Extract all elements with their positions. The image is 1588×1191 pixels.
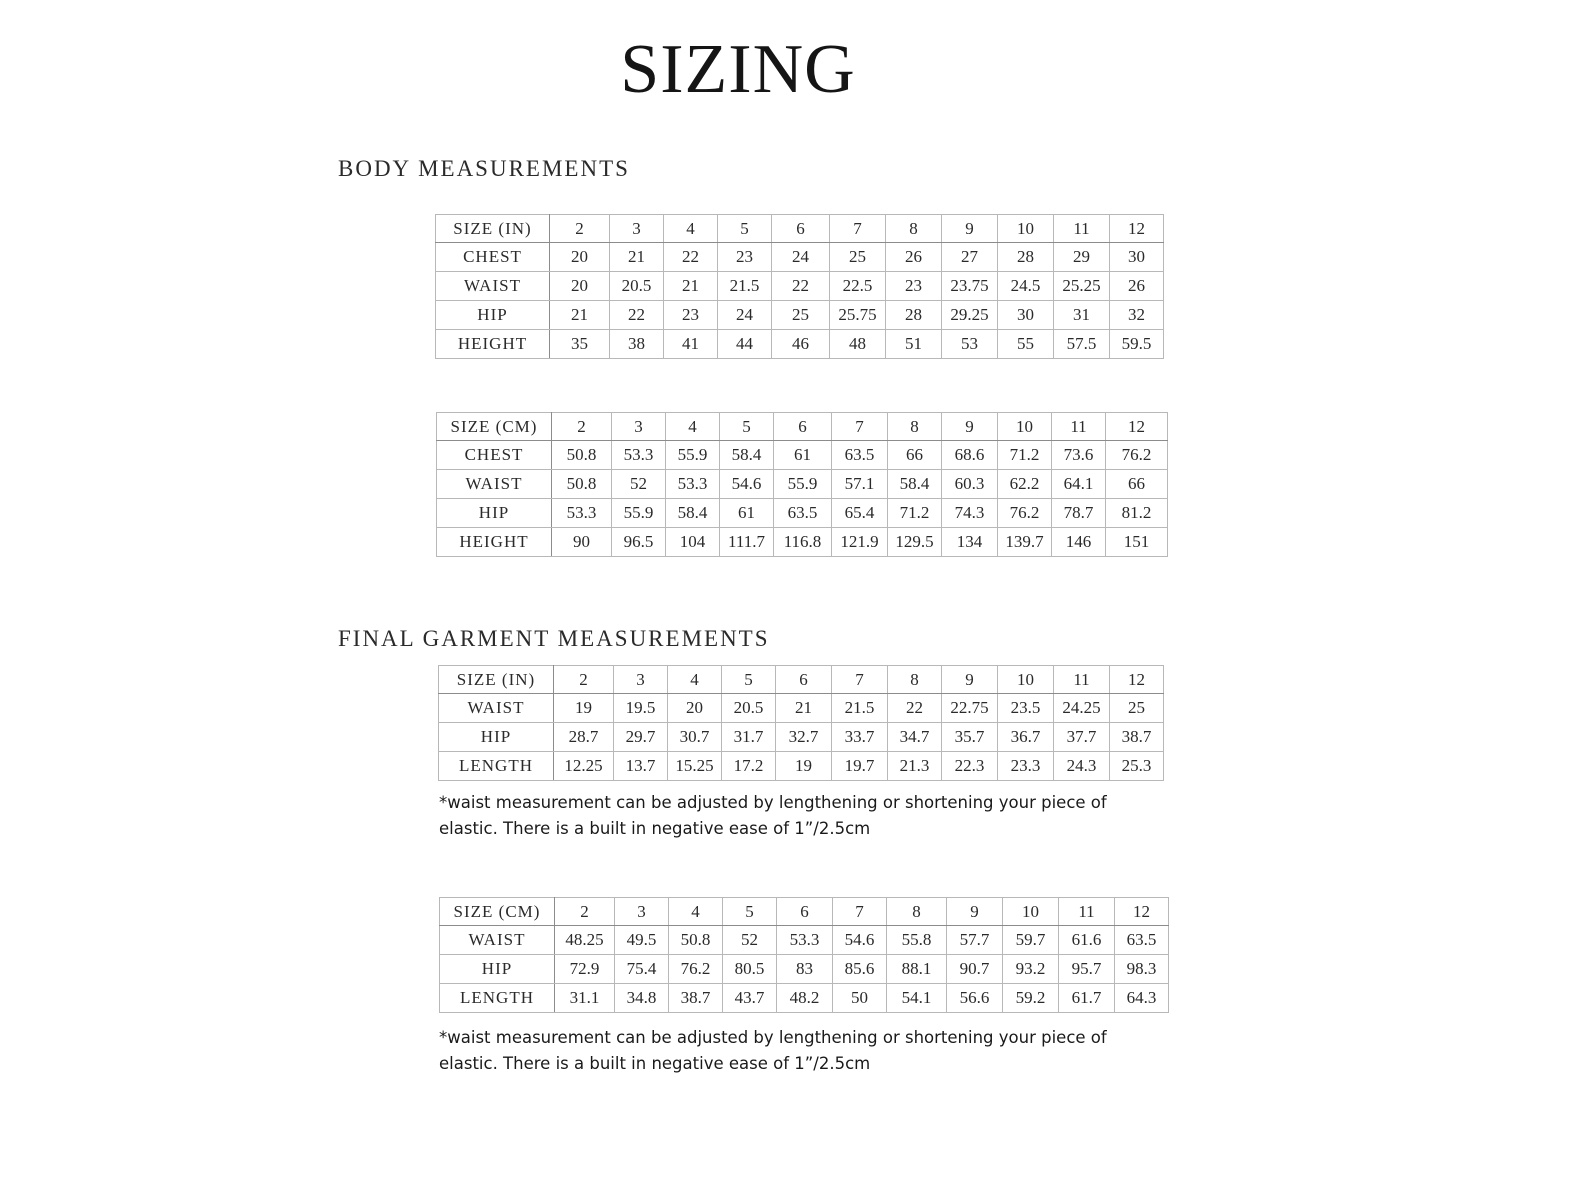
table-cell: 27 xyxy=(942,243,998,272)
table-cell: 90.7 xyxy=(947,955,1003,984)
page-title: SIZING xyxy=(620,31,856,108)
table-cell: 111.7 xyxy=(720,528,774,557)
table-cell: 12.25 xyxy=(554,752,614,781)
table-row xyxy=(440,984,1169,1013)
table-row xyxy=(436,272,1164,301)
table-cell: 50.8 xyxy=(552,470,612,499)
table-cell: 66 xyxy=(888,441,942,470)
row-label: WAIST xyxy=(440,926,555,955)
table-cell: 23.3 xyxy=(998,752,1054,781)
table-cell: 22.75 xyxy=(942,694,998,723)
table-cell: 19.5 xyxy=(614,694,668,723)
table-cell: 21 xyxy=(776,694,832,723)
garment-measurements-cm-table xyxy=(439,897,1169,1013)
size-header-cell: 9 xyxy=(942,666,998,694)
size-header-cell: 4 xyxy=(668,666,722,694)
table-cell: 50 xyxy=(833,984,887,1013)
row-label: WAIST xyxy=(436,272,550,301)
table-cell: 56.6 xyxy=(947,984,1003,1013)
table-cell: 81.2 xyxy=(1106,499,1168,528)
size-header-cell: 10 xyxy=(998,413,1052,441)
table-cell: 52 xyxy=(723,926,777,955)
table-row xyxy=(436,301,1164,330)
table-cell: 41 xyxy=(664,330,718,359)
table-cell: 29.25 xyxy=(942,301,998,330)
table-cell: 75.4 xyxy=(615,955,669,984)
table-cell: 95.7 xyxy=(1059,955,1115,984)
table-cell: 65.4 xyxy=(832,499,888,528)
row-label: SIZE (IN) xyxy=(436,215,550,243)
body-measurements-inches-table xyxy=(435,214,1164,359)
size-header-cell: 6 xyxy=(777,898,833,926)
table-cell: 20 xyxy=(668,694,722,723)
table-row xyxy=(437,528,1168,557)
row-label: SIZE (IN) xyxy=(439,666,554,694)
table-cell: 151 xyxy=(1106,528,1168,557)
table-cell: 25.25 xyxy=(1054,272,1110,301)
garment-table-cm-wrapper xyxy=(439,897,1169,1013)
table-cell: 24.3 xyxy=(1054,752,1110,781)
table-cell: 51 xyxy=(886,330,942,359)
row-label: HEIGHT xyxy=(436,330,550,359)
table-cell: 22 xyxy=(772,272,830,301)
table-cell: 66 xyxy=(1106,470,1168,499)
size-header-cell: 12 xyxy=(1110,215,1164,243)
table-cell: 21 xyxy=(550,301,610,330)
table-cell: 53.3 xyxy=(666,470,720,499)
size-header-cell: 2 xyxy=(554,666,614,694)
table-header-row xyxy=(440,898,1169,926)
body-table-cm-wrapper xyxy=(436,412,1168,557)
row-label: HIP xyxy=(437,499,552,528)
size-header-cell: 6 xyxy=(774,413,832,441)
table-cell: 22 xyxy=(610,301,664,330)
size-header-cell: 12 xyxy=(1106,413,1168,441)
table-cell: 38.7 xyxy=(1110,723,1164,752)
table-cell: 22.5 xyxy=(830,272,886,301)
table-cell: 78.7 xyxy=(1052,499,1106,528)
table-cell: 76.2 xyxy=(669,955,723,984)
table-cell: 21.3 xyxy=(888,752,942,781)
size-header-cell: 3 xyxy=(614,666,668,694)
table-header-row xyxy=(436,215,1164,243)
table-cell: 26 xyxy=(1110,272,1164,301)
table-cell: 13.7 xyxy=(614,752,668,781)
table-cell: 61 xyxy=(774,441,832,470)
table-cell: 52 xyxy=(612,470,666,499)
table-cell: 54.6 xyxy=(720,470,774,499)
table-cell: 58.4 xyxy=(666,499,720,528)
table-cell: 55.8 xyxy=(887,926,947,955)
table-cell: 22 xyxy=(664,243,718,272)
table-cell: 34.8 xyxy=(615,984,669,1013)
table-cell: 60.3 xyxy=(942,470,998,499)
size-header-cell: 7 xyxy=(832,666,888,694)
size-header-cell: 7 xyxy=(833,898,887,926)
size-header-cell: 12 xyxy=(1110,666,1164,694)
table-cell: 15.25 xyxy=(668,752,722,781)
row-label: HIP xyxy=(440,955,555,984)
final-garment-measurements-heading: FINAL GARMENT MEASUREMENTS xyxy=(338,626,770,651)
table-cell: 68.6 xyxy=(942,441,998,470)
size-header-cell: 5 xyxy=(722,666,776,694)
table-cell: 71.2 xyxy=(998,441,1052,470)
table-cell: 64.1 xyxy=(1052,470,1106,499)
table-cell: 23 xyxy=(886,272,942,301)
garment-table-in-wrapper xyxy=(438,665,1164,781)
table-cell: 63.5 xyxy=(774,499,832,528)
table-cell: 59.2 xyxy=(1003,984,1059,1013)
table-cell: 48 xyxy=(830,330,886,359)
table-cell: 62.2 xyxy=(998,470,1052,499)
table-row xyxy=(437,499,1168,528)
table-cell: 54.6 xyxy=(833,926,887,955)
size-header-cell: 9 xyxy=(942,215,998,243)
table-cell: 32 xyxy=(1110,301,1164,330)
table-cell: 55.9 xyxy=(666,441,720,470)
size-header-cell: 8 xyxy=(888,666,942,694)
size-header-cell: 5 xyxy=(723,898,777,926)
body-measurements-heading: BODY MEASUREMENTS xyxy=(338,156,630,181)
table-cell: 20.5 xyxy=(722,694,776,723)
table-cell: 57.5 xyxy=(1054,330,1110,359)
table-cell: 146 xyxy=(1052,528,1106,557)
table-cell: 48.2 xyxy=(777,984,833,1013)
table-cell: 22 xyxy=(888,694,942,723)
size-header-cell: 7 xyxy=(832,413,888,441)
table-cell: 23 xyxy=(718,243,772,272)
table-cell: 83 xyxy=(777,955,833,984)
size-header-cell: 2 xyxy=(555,898,615,926)
size-header-cell: 10 xyxy=(998,215,1054,243)
size-header-cell: 11 xyxy=(1054,215,1110,243)
table-row xyxy=(439,723,1164,752)
table-cell: 63.5 xyxy=(832,441,888,470)
table-cell: 93.2 xyxy=(1003,955,1059,984)
table-cell: 104 xyxy=(666,528,720,557)
size-header-cell: 5 xyxy=(720,413,774,441)
table-cell: 36.7 xyxy=(998,723,1054,752)
table-cell: 58.4 xyxy=(888,470,942,499)
table-cell: 17.2 xyxy=(722,752,776,781)
row-label: CHEST xyxy=(436,243,550,272)
table-cell: 54.1 xyxy=(887,984,947,1013)
table-cell: 46 xyxy=(772,330,830,359)
size-header-cell: 10 xyxy=(998,666,1054,694)
table-cell: 35.7 xyxy=(942,723,998,752)
table-cell: 129.5 xyxy=(888,528,942,557)
size-header-cell: 6 xyxy=(772,215,830,243)
table-cell: 26 xyxy=(886,243,942,272)
table-cell: 73.6 xyxy=(1052,441,1106,470)
size-header-cell: 3 xyxy=(610,215,664,243)
table-cell: 50.8 xyxy=(669,926,723,955)
table-cell: 21 xyxy=(610,243,664,272)
table-cell: 33.7 xyxy=(832,723,888,752)
size-header-cell: 9 xyxy=(942,413,998,441)
table-row xyxy=(439,694,1164,723)
table-cell: 30 xyxy=(1110,243,1164,272)
table-cell: 76.2 xyxy=(1106,441,1168,470)
table-cell: 85.6 xyxy=(833,955,887,984)
table-cell: 71.2 xyxy=(888,499,942,528)
table-cell: 55 xyxy=(998,330,1054,359)
table-cell: 90 xyxy=(552,528,612,557)
table-cell: 72.9 xyxy=(555,955,615,984)
table-cell: 22.3 xyxy=(942,752,998,781)
size-header-cell: 11 xyxy=(1052,413,1106,441)
table-cell: 98.3 xyxy=(1115,955,1169,984)
table-cell: 29 xyxy=(1054,243,1110,272)
size-header-cell: 3 xyxy=(615,898,669,926)
table-cell: 116.8 xyxy=(774,528,832,557)
table-cell: 57.7 xyxy=(947,926,1003,955)
table-cell: 28 xyxy=(886,301,942,330)
table-cell: 76.2 xyxy=(998,499,1052,528)
row-label: SIZE (CM) xyxy=(440,898,555,926)
table-cell: 28.7 xyxy=(554,723,614,752)
table-cell: 21.5 xyxy=(832,694,888,723)
table-row xyxy=(437,441,1168,470)
table-row xyxy=(439,752,1164,781)
table-cell: 139.7 xyxy=(998,528,1052,557)
table-cell: 19 xyxy=(554,694,614,723)
table-cell: 48.25 xyxy=(555,926,615,955)
table-cell: 58.4 xyxy=(720,441,774,470)
row-label: WAIST xyxy=(439,694,554,723)
table-cell: 31.1 xyxy=(555,984,615,1013)
table-cell: 19 xyxy=(776,752,832,781)
table-cell: 55.9 xyxy=(612,499,666,528)
table-cell: 61.6 xyxy=(1059,926,1115,955)
table-row xyxy=(436,243,1164,272)
size-header-cell: 4 xyxy=(664,215,718,243)
table-cell: 63.5 xyxy=(1115,926,1169,955)
table-cell: 23.5 xyxy=(998,694,1054,723)
row-label: HIP xyxy=(436,301,550,330)
table-row xyxy=(440,926,1169,955)
table-cell: 121.9 xyxy=(832,528,888,557)
table-cell: 35 xyxy=(550,330,610,359)
table-cell: 96.5 xyxy=(612,528,666,557)
table-cell: 31.7 xyxy=(722,723,776,752)
table-cell: 74.3 xyxy=(942,499,998,528)
size-header-cell: 8 xyxy=(886,215,942,243)
table-cell: 59.5 xyxy=(1110,330,1164,359)
row-label: HIP xyxy=(439,723,554,752)
table-cell: 31 xyxy=(1054,301,1110,330)
table-cell: 21 xyxy=(664,272,718,301)
table-cell: 50.8 xyxy=(552,441,612,470)
table-cell: 25 xyxy=(772,301,830,330)
table-cell: 64.3 xyxy=(1115,984,1169,1013)
size-header-cell: 6 xyxy=(776,666,832,694)
row-label: WAIST xyxy=(437,470,552,499)
table-cell: 49.5 xyxy=(615,926,669,955)
table-cell: 32.7 xyxy=(776,723,832,752)
table-cell: 25.3 xyxy=(1110,752,1164,781)
table-cell: 61 xyxy=(720,499,774,528)
size-header-cell: 10 xyxy=(1003,898,1059,926)
table-cell: 44 xyxy=(718,330,772,359)
table-cell: 25.75 xyxy=(830,301,886,330)
size-header-cell: 7 xyxy=(830,215,886,243)
table-cell: 23.75 xyxy=(942,272,998,301)
size-header-cell: 8 xyxy=(887,898,947,926)
table-cell: 53.3 xyxy=(612,441,666,470)
table-cell: 24 xyxy=(772,243,830,272)
size-header-cell: 3 xyxy=(612,413,666,441)
table-cell: 21.5 xyxy=(718,272,772,301)
table-header-row xyxy=(439,666,1164,694)
size-header-cell: 2 xyxy=(550,215,610,243)
table-cell: 20 xyxy=(550,243,610,272)
garment-measurements-inches-table xyxy=(438,665,1164,781)
table-row xyxy=(440,955,1169,984)
table-cell: 80.5 xyxy=(723,955,777,984)
size-header-cell: 5 xyxy=(718,215,772,243)
table-header-row xyxy=(437,413,1168,441)
table-cell: 37.7 xyxy=(1054,723,1110,752)
table-cell: 59.7 xyxy=(1003,926,1059,955)
table-cell: 29.7 xyxy=(614,723,668,752)
table-cell: 38 xyxy=(610,330,664,359)
size-header-cell: 4 xyxy=(669,898,723,926)
row-label: SIZE (CM) xyxy=(437,413,552,441)
row-label: HEIGHT xyxy=(437,528,552,557)
table-cell: 57.1 xyxy=(832,470,888,499)
table-row xyxy=(437,470,1168,499)
table-cell: 30 xyxy=(998,301,1054,330)
size-header-cell: 8 xyxy=(888,413,942,441)
garment-cm-note: *waist measurement can be adjusted by lengthening or shortening your piece of elastic. There is a built in negative ease of 1”/2.5cm xyxy=(439,1028,1107,1073)
table-cell: 55.9 xyxy=(774,470,832,499)
table-cell: 61.7 xyxy=(1059,984,1115,1013)
table-cell: 25 xyxy=(830,243,886,272)
table-cell: 23 xyxy=(664,301,718,330)
garment-inches-note: *waist measurement can be adjusted by lengthening or shortening your piece of elastic. There is a built in negative ease of 1”/2.5cm xyxy=(439,793,1107,838)
row-label: LENGTH xyxy=(439,752,554,781)
table-cell: 38.7 xyxy=(669,984,723,1013)
table-cell: 88.1 xyxy=(887,955,947,984)
table-cell: 53 xyxy=(942,330,998,359)
table-cell: 24 xyxy=(718,301,772,330)
table-cell: 34.7 xyxy=(888,723,942,752)
table-cell: 134 xyxy=(942,528,998,557)
table-cell: 43.7 xyxy=(723,984,777,1013)
size-header-cell: 2 xyxy=(552,413,612,441)
size-header-cell: 11 xyxy=(1059,898,1115,926)
size-header-cell: 4 xyxy=(666,413,720,441)
table-cell: 24.25 xyxy=(1054,694,1110,723)
table-cell: 19.7 xyxy=(832,752,888,781)
table-cell: 24.5 xyxy=(998,272,1054,301)
table-cell: 53.3 xyxy=(777,926,833,955)
body-measurements-cm-table xyxy=(436,412,1168,557)
table-cell: 20 xyxy=(550,272,610,301)
row-label: CHEST xyxy=(437,441,552,470)
table-row xyxy=(436,330,1164,359)
table-cell: 30.7 xyxy=(668,723,722,752)
size-header-cell: 12 xyxy=(1115,898,1169,926)
table-cell: 20.5 xyxy=(610,272,664,301)
size-header-cell: 9 xyxy=(947,898,1003,926)
table-cell: 53.3 xyxy=(552,499,612,528)
size-header-cell: 11 xyxy=(1054,666,1110,694)
table-cell: 25 xyxy=(1110,694,1164,723)
table-cell: 28 xyxy=(998,243,1054,272)
row-label: LENGTH xyxy=(440,984,555,1013)
body-table-in-wrapper xyxy=(435,214,1164,359)
